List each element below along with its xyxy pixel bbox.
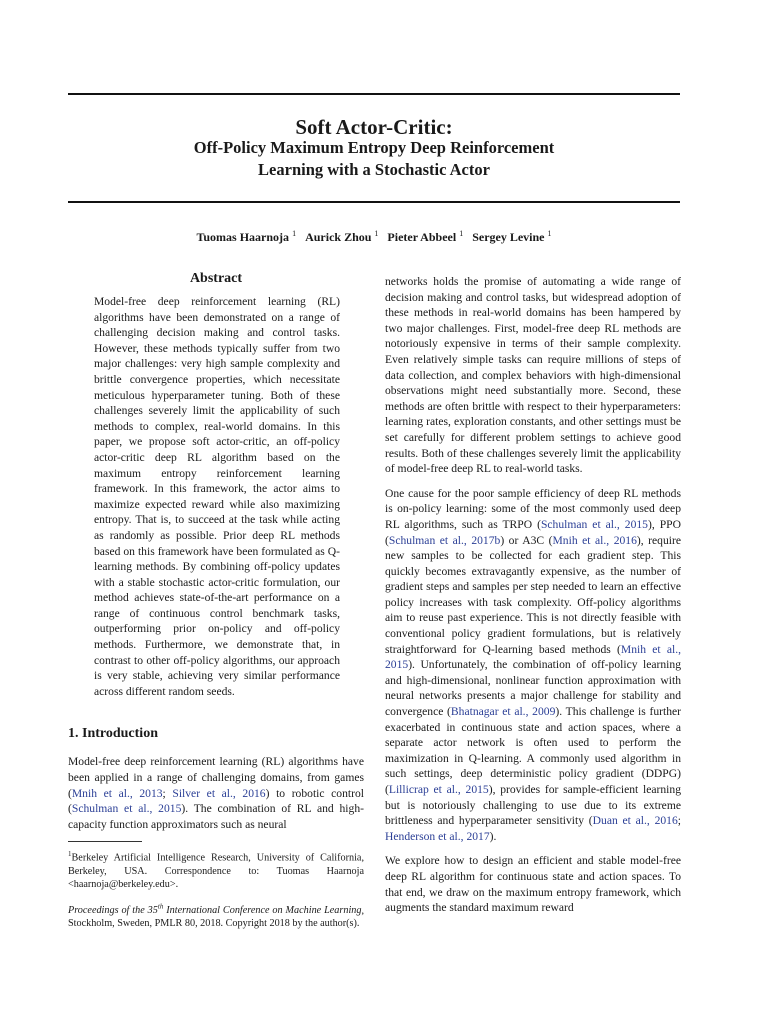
affiliation-mark: 1	[292, 229, 297, 238]
author: Sergey Levine $^1$	[472, 229, 552, 244]
paper-subtitle-line-1: Off-Policy Maximum Entropy Deep Reinforcement	[193, 138, 555, 157]
author: Aurick Zhou $^1$	[305, 229, 379, 244]
paper-title: Soft Actor-Critic:	[295, 115, 453, 139]
author: Tuomas Haarnoja $^1$	[196, 229, 297, 244]
title-rule-bottom	[68, 201, 680, 203]
citation-link[interactable]: Schulman et al., 2017b	[388, 533, 501, 547]
citation-link[interactable]: Bhatnagar et al., 2009	[450, 705, 556, 719]
left-column	[68, 270, 364, 930]
affiliation-mark: 1	[374, 229, 379, 238]
body-paragraph: One cause for the poor sample efficiency of deep RL methods is on-policy learning: some of the most commonly used deep RL algorithms, such as TRPO (Schulman et al., 2015), PPO (Schulman et al., 2017b) or A3C (Mnih et al., 2016), require new samples to be collected for each gradient step. This quickly becomes extravagantly expensive, as the number of gradient steps and samples per step needed to learn an effective policy increases with task complexity. Off-policy algorithms aim to reuse past experience. This is not directly feasible with conventional policy gradient formulations, but is relatively straightforward for Q-learning based methods (Mnih et al., 2015). Unfortunately, the combination of off-policy learning and high-dimensional, nonlinear function approximation with neural networks presents a major challenge for stability and convergence (Bhatnagar et al., 2009). This challenge is further exacerbated in continuous state and action spaces, where a separate actor network is often used to perform the maximization in Q-learning. A commonly used algorithm in such settings, deep deterministic policy gradient (DDPG) (Lillicrap et al., 2015), provides for sample-efficient learning but is notoriously challenging to use due to its extreme brittleness and hyperparameter sensitivity (Duan et al., 2016; Henderson et al., 2017).	[385, 486, 682, 843]
footnote-rule	[68, 841, 142, 842]
citation-link[interactable]: Lillicrap et al., 2015	[388, 783, 489, 796]
title-rule-top	[68, 93, 680, 95]
citation-link[interactable]: Mnih et al., 2016	[552, 533, 637, 547]
citation-link[interactable]: Schulman et al., 2015	[71, 802, 182, 816]
right-column	[385, 274, 681, 916]
affiliation-mark: 1	[547, 229, 552, 238]
author: Pieter Abbeel $^1$	[387, 229, 464, 244]
footnote-mark: 1	[68, 850, 72, 859]
citation-link[interactable]: Schulman et al., 2015	[540, 517, 648, 531]
citation-link[interactable]: Silver et al., 2016	[172, 786, 266, 800]
citation-link[interactable]: Mnih et al., 2013	[71, 786, 163, 800]
citation-link[interactable]: Duan et al., 2016	[592, 814, 678, 828]
affiliation-footnote: $^1$Berkeley Artificial Intelligence Research, University of California, Berkeley, USA. Correspondence to: Tuomas Haarnoja <haarnoja@berkeley.edu>.	[68, 850, 364, 890]
abstract-text: Model-free deep reinforcement learning (RL) algorithms have been demonstrated on a range of challenging decision making and control tasks. However, these methods typically suffer from two major challenges: very high sample complexity and brittle convergence properties, which necessitate meticulous hyperparameter tuning. Both of these challenges severely limit the applicability of such methods to complex, real-world domains. In this paper, we propose soft actor-critic, an off-policy actor-critic deep RL algorithm based on the maximum entropy reinforcement learning framework. In this framework, the actor aims to maximize expected reward while also maximizing entropy. That is, to succeed at the task while acting as randomly as possible. Prior deep RL methods based on this framework have been formulated as Q-learning methods. By combining off-policy updates with a stable stochastic actor-critic formulation, our method achieves state-of-the-art performance on a range of continuous control benchmark tasks, outperforming prior on-policy and off-policy methods. Furthermore, we demonstrate that, in contrast to other off-policy algorithms, our approach is very stable, achieving very similar performance across different random seeds.	[94, 295, 340, 698]
affiliation-mark: 1	[459, 229, 464, 238]
proceedings-note: Proceedings of the 35th International Conference on Machine Learning, Stockholm, Sweden, PMLR 80, 2018. Copyright 2018 by the author(s).	[68, 902, 365, 930]
abstract-heading: Abstract	[189, 271, 243, 286]
body-paragraph: networks holds the promise of automating a wide range of decision making and control tasks, but widespread adoption of these methods in real-world domains has been hampered by two major challenges. First, model-free deep RL methods are notoriously expensive in terms of their sample complexity. Even relatively simple tasks can require millions of steps of data collection, and complex behaviors with high-dimensional observations might need substantially more. Second, these methods are often brittle with respect to their hyperparameters: learning rates, exploration constants, and other settings must be set carefully for different problem settings to achieve good results. Both of these challenges severely limit the applicability of model-free deep RL to real-world tasks.	[385, 275, 681, 476]
citation-link[interactable]: Mnih et al., 2015	[385, 642, 681, 672]
author-list	[68, 229, 680, 245]
intro-paragraph-1: Model-free deep reinforcement learning (RL) algorithms have been applied in a range of challenging domains, from games (Mnih et al., 2013; Silver et al., 2016) to robotic control (Schulman et al., 2015). The combination of RL and high-capacity function approximators such as neural	[68, 755, 364, 831]
body-paragraph: We explore how to design an efficient and stable model-free deep RL algorithm for continuous state and action spaces. To that end, we draw on the maximum entropy framework, which augments the standard maximum reward	[385, 854, 681, 915]
section-heading-introduction: 1. Introduction	[68, 726, 158, 742]
paper-subtitle-line-2: Learning with a Stochastic Actor	[258, 160, 490, 179]
citation-link[interactable]: Henderson et al., 2017	[385, 829, 490, 843]
